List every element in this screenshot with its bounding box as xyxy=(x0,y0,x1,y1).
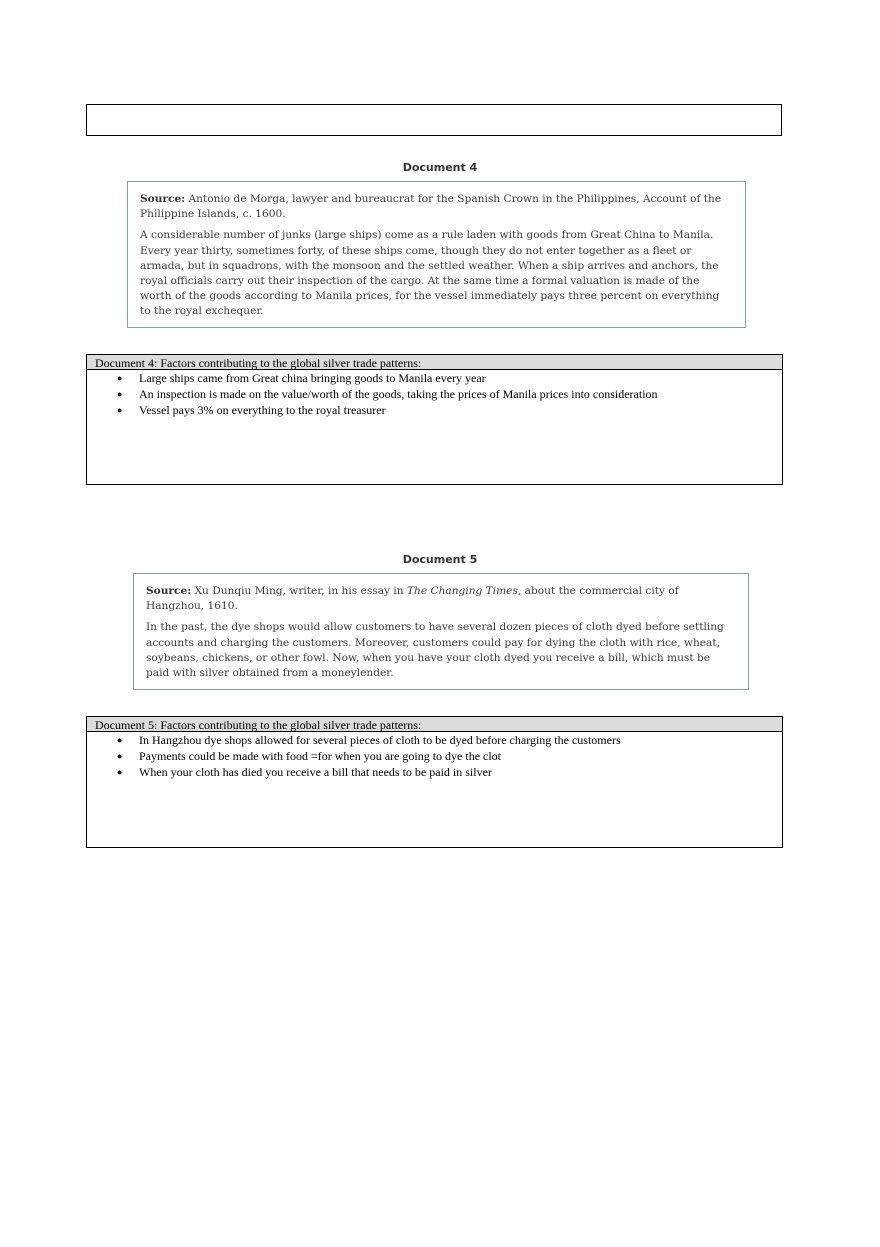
document-5-excerpt: In the past, the dye shops would allow customers to have several dozen pieces of cloth dyed before settling accounts and charging the customers. Moreover, customers could pay for dying the cloth with rice, wheat, soybeans, chickens, or other fowl. Now, when you have your cloth dyed you receive a bill, which must be paid with silver obtained from a moneylender. xyxy=(146,621,724,680)
source-citation: Antonio de Morga, lawyer and bureaucrat for the Spanish Crown in the Philippines, Account of the Philippine Islands, c. 1600. xyxy=(140,193,722,221)
essay-title: The Changing Times xyxy=(406,585,518,597)
document-4-answer-header: Document 4: Factors contributing to the global silver trade patterns: xyxy=(87,355,782,370)
list-item: ● Payments could be made with food =for when you are going to dye the clot xyxy=(117,749,502,764)
bullet-icon: ● xyxy=(117,751,123,762)
document-5-source-box xyxy=(133,573,749,690)
document-4-source xyxy=(140,192,733,222)
list-item: ● Vessel pays 3% on everything to the royal treasurer xyxy=(117,403,386,418)
document-5-answer-list xyxy=(87,732,782,781)
list-item: ● In Hangzhou dye shops allowed for several pieces of cloth to be dyed before charging the customers xyxy=(117,733,621,747)
document-4-title: Document 4 xyxy=(402,161,478,174)
document-5-answer-box[interactable] xyxy=(86,716,783,848)
bullet-icon: ● xyxy=(117,389,123,400)
list-item: ● When your cloth has died you receive a bill that needs to be paid in silver xyxy=(117,765,492,780)
document-5-answer-header: Document 5: Factors contributing to the global silver trade patterns: xyxy=(87,717,782,732)
empty-answer-box[interactable] xyxy=(86,104,782,136)
bullet-icon: ● xyxy=(117,373,123,383)
source-label: Source: xyxy=(146,585,192,597)
document-4-excerpt: A considerable number of junks (large ships) come as a rule laden with goods from Great China to Manila. Every year thirty, sometimes forty, of these ships come, though they do not enter together as a fleet or armada, but in squadrons, with the monsoon and the settled weather. When a ship arrives and anchors, the royal officials carry out their inspection of the cargo. At the same time a formal valuation is made of the worth of the goods according to Manila prices, for the vessel immediately pays three percent on everything to the royal exchequer. xyxy=(140,229,720,318)
document-4-answer-list xyxy=(87,370,782,419)
bullet-icon: ● xyxy=(117,405,123,416)
document-5-source: Source: Xu Dunqiu Ming, writer, in his essay in The Changing Times, about the commercial city of Hangzhou, 1610. xyxy=(146,585,679,613)
bullet-icon: ● xyxy=(117,767,123,778)
list-item: ● An inspection is made on the value/worth of the goods, taking the prices of Manila prices into consideration xyxy=(117,387,658,402)
source-label: Source: xyxy=(140,193,186,205)
document-5-title: Document 5 xyxy=(402,553,478,566)
bullet-icon: ● xyxy=(117,735,123,745)
list-item: ● Large ships came from Great china bringing goods to Manila every year xyxy=(117,371,486,385)
document-4-answer-box[interactable] xyxy=(86,354,783,485)
document-4-source-box xyxy=(127,181,746,328)
